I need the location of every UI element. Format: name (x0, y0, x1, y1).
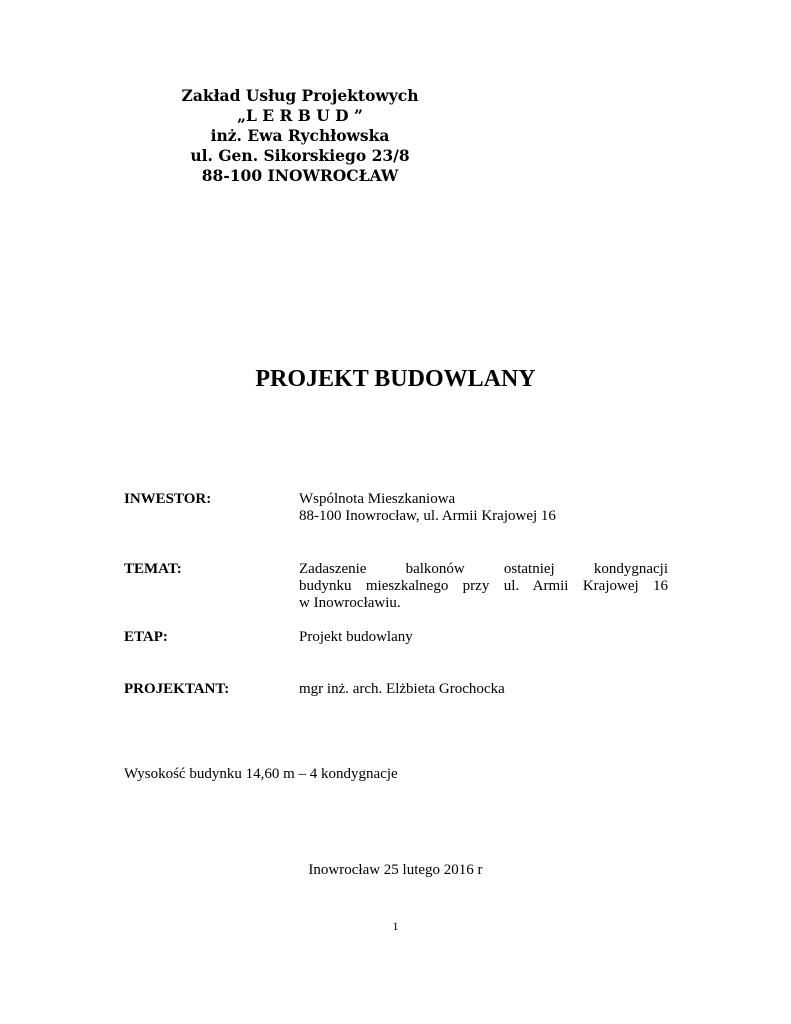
investor-name: Wspólnota Mieszkaniowa (299, 491, 456, 507)
stage-label: ETAP: (124, 629, 168, 645)
investor-value (299, 491, 668, 525)
company-header (100, 86, 500, 186)
company-owner: inż. Ewa Rychłowska (210, 126, 390, 145)
designer-value: mgr inż. arch. Elżbieta Grochocka (299, 681, 505, 697)
designer-label: PROJEKTANT: (124, 681, 230, 697)
company-street: ul. Gen. Sikorskiego 23/8 (190, 146, 410, 165)
subject-label: TEMAT: (124, 561, 182, 577)
document-title: PROJEKT BUDOWLANY (255, 366, 536, 392)
page-number: 1 (392, 919, 399, 933)
subject-line-1: Zadaszenie balkonów ostatniej kondygnacji (299, 561, 668, 577)
subject-line-3: w Inowrocławiu. (299, 595, 401, 611)
investor-label: INWESTOR: (124, 491, 212, 507)
subject-line-2: budynku mieszkalnego przy ul. Armii Krajowej 16 (299, 578, 668, 594)
investor-address: 88-100 Inowrocław, ul. Armii Krajowej 16 (299, 508, 556, 524)
place-date: Inowrocław 25 lutego 2016 r (308, 862, 483, 878)
company-city: 88-100 INOWROCŁAW (201, 166, 399, 185)
building-height-note: Wysokość budynku 14,60 m – 4 kondygnacje (124, 766, 398, 782)
company-name: Zakład Usług Projektowych (181, 86, 419, 105)
subject-value (299, 561, 668, 612)
stage-value: Projekt budowlany (299, 629, 413, 645)
company-brand: „L E R B U D ” (237, 106, 363, 125)
